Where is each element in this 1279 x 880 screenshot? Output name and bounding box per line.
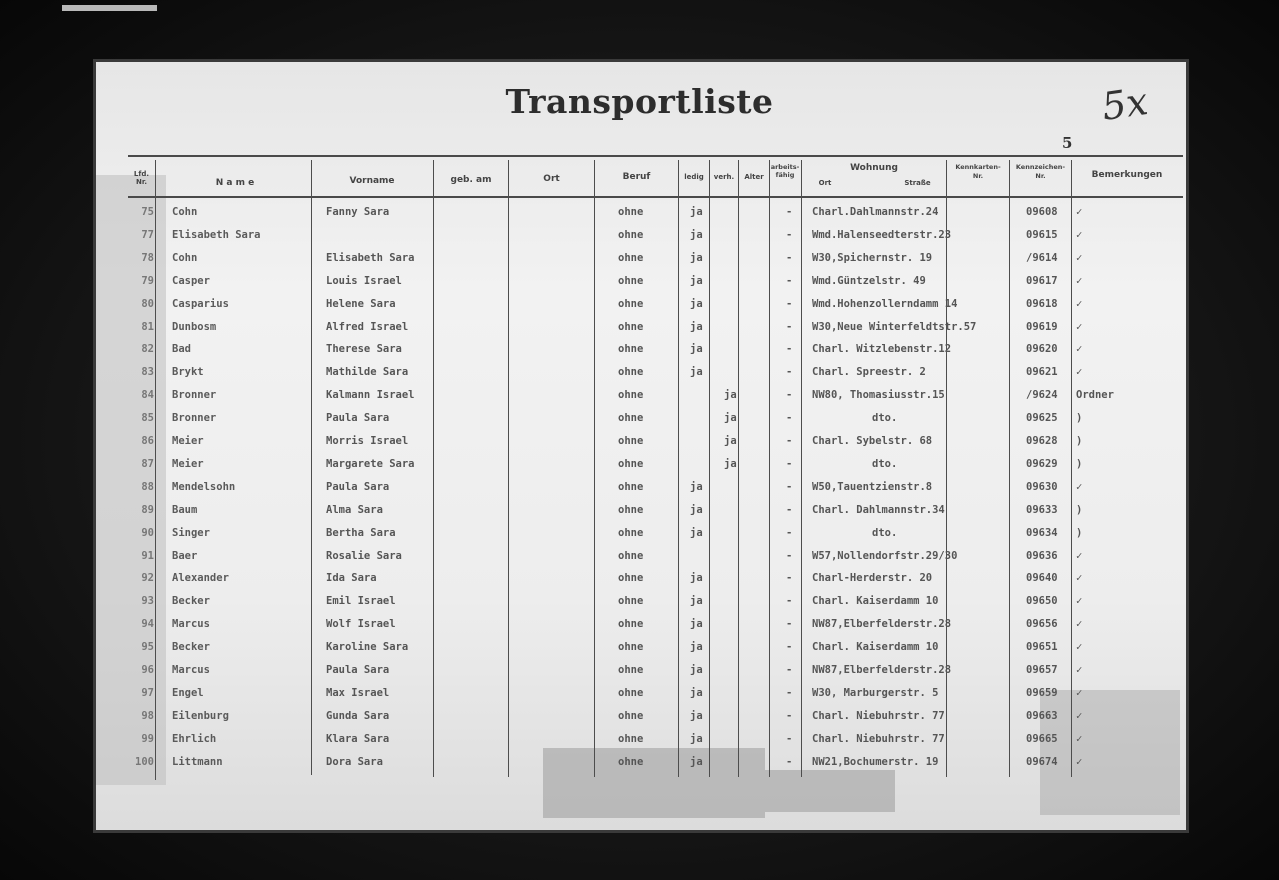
- row-name: Bronner: [172, 389, 217, 402]
- row-vorname: Paula Sara: [326, 480, 390, 493]
- row-wohnung: W30,Neue Winterfeldtstr.57: [812, 320, 977, 333]
- row-beruf: ohne: [618, 618, 644, 631]
- header-ort: Ort: [543, 174, 560, 184]
- row-ledig: ja: [690, 709, 703, 722]
- row-bemerkung: ): [1076, 412, 1083, 425]
- header-geb-am: geb. am: [450, 175, 492, 185]
- row-wohnung: NW87,Elberfelderstr.28: [812, 618, 952, 631]
- row-nr: 75: [141, 206, 154, 218]
- tape-patch: [765, 770, 895, 812]
- row-beruf: ohne: [618, 251, 644, 264]
- row-nr: 83: [141, 366, 154, 379]
- row-wohnung: Wmd.Hohenzollerndamm 14: [812, 297, 958, 310]
- row-bemerkung: ): [1076, 526, 1083, 539]
- header-verh: verh.: [713, 173, 735, 181]
- row-bemerkung: ✓: [1076, 343, 1083, 356]
- row-vorname: Therese Sara: [326, 343, 402, 356]
- row-wohnung: Charl. Sybelstr. 68: [812, 435, 933, 447]
- row-beruf: ohne: [618, 389, 644, 402]
- row-ledig: ja: [690, 641, 703, 654]
- row-nr: 81: [141, 320, 154, 333]
- row-name: Casparius: [172, 297, 229, 310]
- row-name: Marcus: [172, 618, 210, 631]
- row-verh: ja: [724, 389, 737, 402]
- row-beruf: ohne: [618, 480, 644, 493]
- row-kennzeichen: 09620: [1026, 343, 1058, 356]
- row-ledig: ja: [690, 732, 703, 745]
- row-beruf: ohne: [618, 503, 644, 516]
- row-kennzeichen: 09634: [1026, 526, 1058, 539]
- row-nr: 82: [141, 343, 154, 356]
- row-kennzeichen: 09628: [1026, 435, 1058, 447]
- row-name: Alexander: [172, 572, 229, 585]
- row-ledig: ja: [690, 686, 703, 699]
- row-beruf: ohne: [618, 664, 644, 676]
- row-kennzeichen: 09651: [1026, 641, 1058, 654]
- row-kennzeichen: 09663: [1026, 709, 1058, 722]
- row-vorname: Mathilde Sara: [326, 366, 409, 379]
- row-vorname: Louis Israel: [326, 274, 402, 287]
- row-vorname: Ida Sara: [326, 572, 377, 585]
- row-beruf: ohne: [618, 274, 644, 287]
- row-kennzeichen: 09618: [1026, 297, 1058, 310]
- row-name: Meier: [172, 435, 204, 447]
- row-name: Brykt: [172, 366, 204, 379]
- page-number: 5: [1062, 134, 1073, 152]
- row-beruf: ohne: [618, 228, 644, 241]
- row-arbeitsfaehig: -: [786, 457, 793, 470]
- row-kennzeichen: 09636: [1026, 549, 1058, 562]
- row-beruf: ohne: [618, 206, 644, 218]
- col-divider: [594, 160, 595, 777]
- header-vorname: Vorname: [349, 176, 395, 186]
- row-name: Elisabeth Sara: [172, 228, 261, 241]
- row-bemerkung: ✓: [1076, 595, 1083, 608]
- row-wohnung: NW21,Bochumerstr. 19: [812, 755, 939, 768]
- row-name: Baum: [172, 503, 198, 516]
- row-ledig: ja: [690, 572, 703, 585]
- row-name: Ehrlich: [172, 732, 217, 745]
- row-nr: 100: [135, 755, 154, 768]
- row-arbeitsfaehig: -: [786, 664, 793, 676]
- row-wohnung: Charl. Spreestr. 2: [812, 366, 926, 379]
- row-verh: ja: [724, 412, 737, 425]
- row-bemerkung: ✓: [1076, 664, 1083, 676]
- document-title: Transportliste: [505, 82, 774, 121]
- row-bemerkung: ✓: [1076, 297, 1083, 310]
- row-arbeitsfaehig: -: [786, 480, 793, 493]
- row-name: Eilenburg: [172, 709, 229, 722]
- header-kennkarten: Kennkarten- Nr.: [955, 163, 1001, 180]
- row-name: Littmann: [172, 755, 223, 768]
- row-beruf: ohne: [618, 709, 644, 722]
- row-bemerkung: ✓: [1076, 549, 1083, 562]
- row-vorname: Karoline Sara: [326, 641, 409, 654]
- row-bemerkung: ✓: [1076, 251, 1083, 264]
- row-arbeitsfaehig: -: [786, 732, 793, 745]
- row-ledig: ja: [690, 366, 703, 379]
- row-kennzeichen: /9614: [1026, 251, 1058, 264]
- header-arbeitsfaehig: arbeits- fähig: [770, 163, 800, 179]
- row-arbeitsfaehig: -: [786, 228, 793, 241]
- row-verh: ja: [724, 457, 737, 470]
- row-kennzeichen: /9624: [1026, 389, 1058, 402]
- row-ledig: ja: [690, 618, 703, 631]
- header-bemerkungen: Bemerkungen: [1091, 170, 1163, 180]
- row-arbeitsfaehig: -: [786, 595, 793, 608]
- row-kennzeichen: 09625: [1026, 412, 1058, 425]
- col-divider: [801, 160, 802, 777]
- film-edge-mark: [62, 5, 157, 11]
- header-wohnung: Wohnung: [850, 163, 898, 173]
- row-arbeitsfaehig: -: [786, 297, 793, 310]
- row-kennzeichen: 09640: [1026, 572, 1058, 585]
- row-wohnung: Charl. Kaiserdamm 10: [812, 595, 939, 608]
- row-wohnung: Charl. Niebuhrstr. 77: [812, 709, 945, 722]
- header-beruf: Beruf: [622, 172, 651, 182]
- row-beruf: ohne: [618, 343, 644, 356]
- row-bemerkung: Ordner: [1076, 389, 1114, 402]
- row-vorname: Max Israel: [326, 686, 390, 699]
- table-top-rule: [128, 155, 1183, 157]
- row-beruf: ohne: [618, 572, 644, 585]
- header-alter: Alter: [744, 173, 764, 181]
- row-name: Dunbosm: [172, 320, 217, 333]
- row-name: Bad: [172, 343, 191, 356]
- row-kennzeichen: 09674: [1026, 755, 1058, 768]
- row-arbeitsfaehig: -: [786, 526, 793, 539]
- row-wohnung: Charl. Dahlmannstr.34: [812, 503, 945, 516]
- row-nr: 97: [141, 686, 154, 699]
- row-beruf: ohne: [618, 412, 644, 425]
- row-nr: 91: [141, 549, 154, 562]
- row-bemerkung: ✓: [1076, 228, 1083, 241]
- row-vorname: Emil Israel: [326, 595, 396, 608]
- row-kennzeichen: 09665: [1026, 732, 1058, 745]
- row-ledig: ja: [690, 755, 703, 768]
- row-name: Bronner: [172, 412, 217, 425]
- row-arbeitsfaehig: -: [786, 412, 793, 425]
- header-ledig: ledig: [684, 173, 704, 181]
- row-wohnung: Charl. Niebuhrstr. 77: [812, 732, 945, 745]
- col-divider: [678, 160, 679, 777]
- row-wohnung: Charl. Witzlebenstr.12: [812, 343, 952, 356]
- row-kennzeichen: 09630: [1026, 480, 1058, 493]
- row-name: Cohn: [172, 206, 198, 218]
- row-vorname: Fanny Sara: [326, 206, 390, 218]
- col-divider: [508, 160, 509, 777]
- row-wohnung: NW87,Elberfelderstr.28: [812, 664, 952, 676]
- row-wohnung: Wmd.Halenseedterstr.23: [812, 228, 952, 241]
- row-arbeitsfaehig: -: [786, 343, 793, 356]
- row-bemerkung: ✓: [1076, 709, 1083, 722]
- row-ledig: ja: [690, 664, 703, 676]
- row-arbeitsfaehig: -: [786, 389, 793, 402]
- row-nr: 77: [141, 228, 154, 241]
- row-nr: 94: [141, 618, 154, 631]
- row-wohnung: Charl.Dahlmannstr.24: [812, 206, 939, 218]
- row-ledig: ja: [690, 503, 703, 516]
- col-divider: [155, 160, 156, 780]
- row-name: Singer: [172, 526, 210, 539]
- row-vorname: Rosalie Sara: [326, 549, 402, 562]
- table-header-rule: [128, 196, 1183, 198]
- row-vorname: Gunda Sara: [326, 709, 390, 722]
- row-arbeitsfaehig: -: [786, 251, 793, 264]
- row-beruf: ohne: [618, 595, 644, 608]
- row-kennzeichen: 09621: [1026, 366, 1058, 379]
- row-vorname: Klara Sara: [326, 732, 390, 745]
- row-kennzeichen: 09608: [1026, 206, 1058, 218]
- row-ledig: ja: [690, 228, 703, 241]
- header-name: N a m e: [215, 178, 255, 188]
- row-nr: 86: [141, 435, 154, 447]
- row-kennzeichen: 09617: [1026, 274, 1058, 287]
- row-arbeitsfaehig: -: [786, 274, 793, 287]
- row-vorname: Dora Sara: [326, 755, 383, 768]
- row-name: Mendelsohn: [172, 480, 236, 493]
- row-nr: 80: [141, 297, 154, 310]
- row-arbeitsfaehig: -: [786, 503, 793, 516]
- row-wohnung: W50,Tauentzienstr.8: [812, 480, 933, 493]
- row-wohnung: dto.: [872, 526, 898, 539]
- row-kennzeichen: 09619: [1026, 320, 1058, 333]
- row-kennzeichen: 09656: [1026, 618, 1058, 631]
- row-beruf: ohne: [618, 320, 644, 333]
- row-wohnung: dto.: [872, 412, 898, 425]
- row-ledig: ja: [690, 251, 703, 264]
- row-ledig: ja: [690, 343, 703, 356]
- row-nr: 96: [141, 664, 154, 676]
- row-kennzeichen: 09657: [1026, 664, 1058, 676]
- row-bemerkung: ): [1076, 457, 1083, 470]
- row-ledig: ja: [690, 526, 703, 539]
- row-nr: 79: [141, 274, 154, 287]
- row-wohnung: Charl-Herderstr. 20: [812, 572, 933, 585]
- row-ledig: ja: [690, 320, 703, 333]
- row-beruf: ohne: [618, 457, 644, 470]
- row-wohnung: W57,Nollendorfstr.29/30: [812, 549, 958, 562]
- row-ledig: ja: [690, 297, 703, 310]
- col-divider: [769, 160, 770, 777]
- row-ledig: ja: [690, 274, 703, 287]
- row-nr: 99: [141, 732, 154, 745]
- col-divider: [1071, 160, 1072, 777]
- row-vorname: Wolf Israel: [326, 618, 396, 631]
- row-bemerkung: ✓: [1076, 618, 1083, 631]
- row-vorname: Morris Israel: [326, 435, 409, 447]
- row-bemerkung: ✓: [1076, 755, 1083, 768]
- row-wohnung: NW80, Thomasiusstr.15: [812, 389, 945, 402]
- row-arbeitsfaehig: -: [786, 206, 793, 218]
- row-arbeitsfaehig: -: [786, 686, 793, 699]
- row-vorname: Helene Sara: [326, 297, 396, 310]
- row-kennzeichen: 09629: [1026, 457, 1058, 470]
- row-vorname: Alma Sara: [326, 503, 383, 516]
- row-nr: 85: [141, 412, 154, 425]
- row-name: Becker: [172, 641, 210, 654]
- row-arbeitsfaehig: -: [786, 366, 793, 379]
- handwritten-note: 5x: [1099, 79, 1151, 129]
- row-beruf: ohne: [618, 366, 644, 379]
- row-arbeitsfaehig: -: [786, 618, 793, 631]
- row-wohnung: dto.: [872, 457, 898, 470]
- row-wohnung: Wmd.Güntzelstr. 49: [812, 274, 926, 287]
- row-kennzeichen: 09659: [1026, 686, 1058, 699]
- row-nr: 87: [141, 457, 154, 470]
- row-bemerkung: ✓: [1076, 206, 1083, 218]
- row-name: Becker: [172, 595, 210, 608]
- row-bemerkung: ✓: [1076, 274, 1083, 287]
- row-arbeitsfaehig: -: [786, 435, 793, 447]
- row-bemerkung: ): [1076, 503, 1083, 516]
- row-kennzeichen: 09633: [1026, 503, 1058, 516]
- row-name: Casper: [172, 274, 210, 287]
- row-beruf: ohne: [618, 526, 644, 539]
- row-name: Baer: [172, 549, 198, 562]
- row-nr: 89: [141, 503, 154, 516]
- header-wohnung-strasse: Straße: [904, 179, 931, 187]
- row-name: Meier: [172, 457, 204, 470]
- row-wohnung: Charl. Kaiserdamm 10: [812, 641, 939, 654]
- row-ledig: ja: [690, 595, 703, 608]
- row-verh: ja: [724, 435, 737, 447]
- row-nr: 78: [141, 251, 154, 264]
- tape-patch: [1040, 690, 1180, 815]
- row-nr: 84: [141, 389, 154, 402]
- row-arbeitsfaehig: -: [786, 572, 793, 585]
- row-vorname: Paula Sara: [326, 664, 390, 676]
- row-nr: 90: [141, 526, 154, 539]
- row-nr: 92: [141, 572, 154, 585]
- row-beruf: ohne: [618, 641, 644, 654]
- row-kennzeichen: 09650: [1026, 595, 1058, 608]
- row-nr: 93: [141, 595, 154, 608]
- row-beruf: ohne: [618, 686, 644, 699]
- row-vorname: Elisabeth Sara: [326, 251, 415, 264]
- row-kennzeichen: 09615: [1026, 228, 1058, 241]
- row-wohnung: W30, Marburgerstr. 5: [812, 686, 939, 699]
- row-nr: 95: [141, 641, 154, 654]
- row-bemerkung: ✓: [1076, 732, 1083, 745]
- row-beruf: ohne: [618, 755, 644, 768]
- row-ledig: ja: [690, 206, 703, 218]
- row-vorname: Paula Sara: [326, 412, 390, 425]
- col-divider: [311, 160, 312, 775]
- row-arbeitsfaehig: -: [786, 755, 793, 768]
- header-wohnung-ort: Ort: [818, 179, 832, 187]
- row-arbeitsfaehig: -: [786, 549, 793, 562]
- row-name: Engel: [172, 686, 204, 699]
- row-nr: 98: [141, 709, 154, 722]
- row-wohnung: W30,Spichernstr. 19: [812, 251, 933, 264]
- row-name: Marcus: [172, 664, 210, 676]
- header-kennzeichen: Kennzeichen- Nr.: [1015, 163, 1066, 180]
- row-arbeitsfaehig: -: [786, 641, 793, 654]
- row-vorname: Alfred Israel: [326, 320, 409, 333]
- row-ledig: ja: [690, 480, 703, 493]
- row-bemerkung: ✓: [1076, 641, 1083, 654]
- row-bemerkung: ): [1076, 435, 1083, 447]
- row-vorname: Margarete Sara: [326, 457, 415, 470]
- col-divider: [738, 160, 739, 777]
- row-bemerkung: ✓: [1076, 480, 1083, 493]
- row-vorname: Kalmann Israel: [326, 389, 415, 402]
- row-beruf: ohne: [618, 549, 644, 562]
- row-arbeitsfaehig: -: [786, 709, 793, 722]
- row-bemerkung: ✓: [1076, 366, 1083, 379]
- row-nr: 88: [141, 480, 154, 493]
- row-arbeitsfaehig: -: [786, 320, 793, 333]
- row-bemerkung: ✓: [1076, 686, 1083, 699]
- row-beruf: ohne: [618, 297, 644, 310]
- row-bemerkung: ✓: [1076, 320, 1083, 333]
- row-beruf: ohne: [618, 732, 644, 745]
- row-vorname: Bertha Sara: [326, 526, 396, 539]
- row-bemerkung: ✓: [1076, 572, 1083, 585]
- header-nr: Lfd. Nr.: [133, 170, 150, 186]
- row-beruf: ohne: [618, 435, 644, 447]
- row-name: Cohn: [172, 251, 198, 264]
